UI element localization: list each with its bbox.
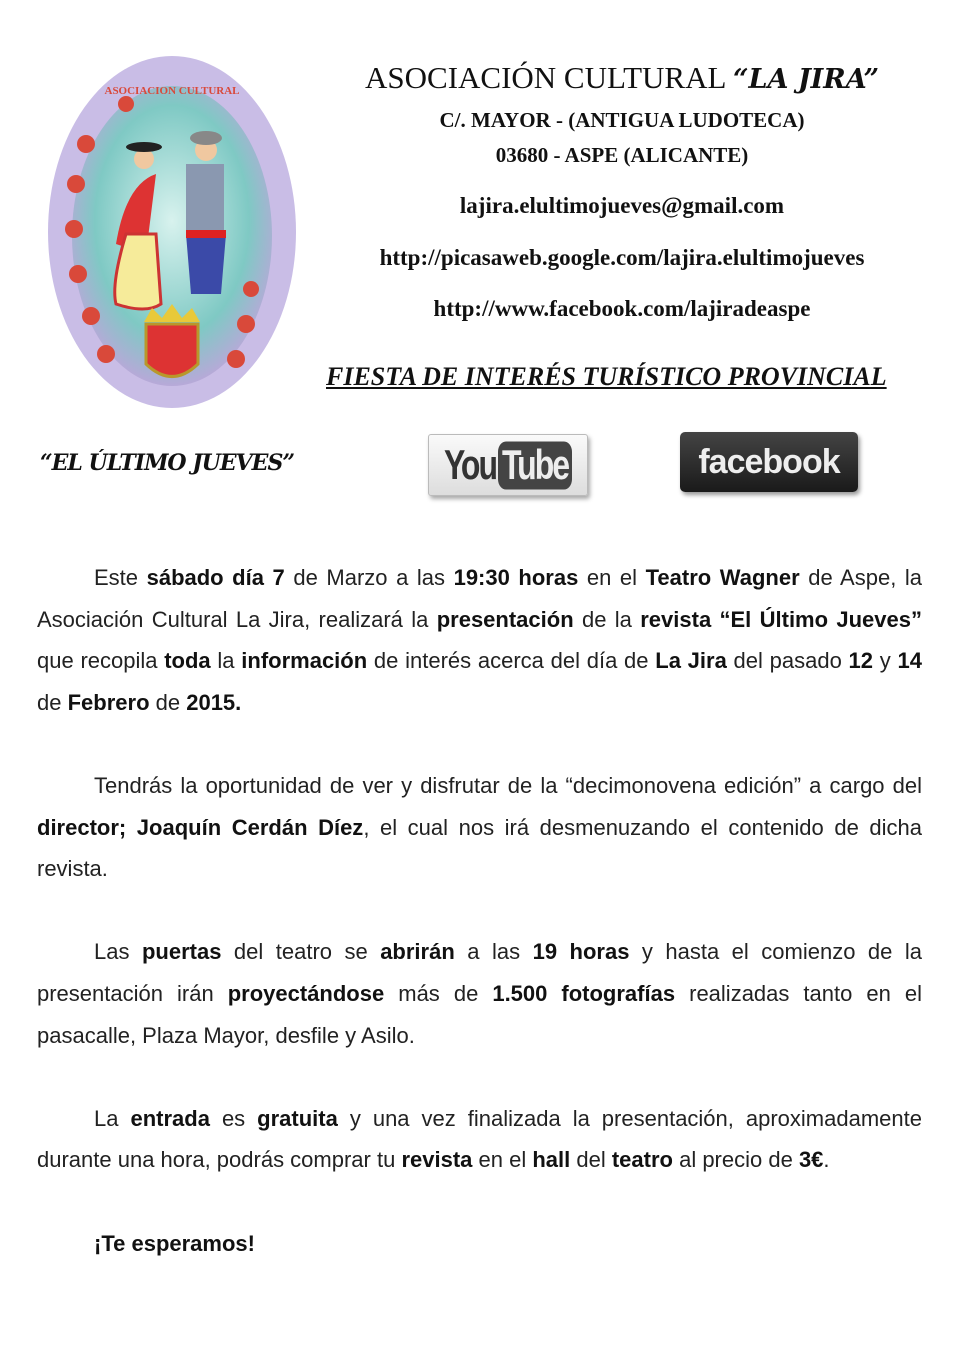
text: , el cual nos irá desmenuzando el contenido de dicha revista. <box>37 814 922 882</box>
body-paragraph <box>37 557 922 723</box>
tagline: “EL ÚLTIMO JUEVES” <box>40 450 294 476</box>
bold-text: proyectándose <box>227 980 385 1006</box>
association-logo <box>46 54 298 410</box>
text: realizadas tanto en el pasacalle, Plaza Mayor, desfile y Asilo. <box>37 980 922 1048</box>
bold-text: hall <box>532 1147 571 1173</box>
address-line-1: C/. MAYOR - (ANTIGUA LUDOTECA) <box>439 108 805 132</box>
bold-text: 12 <box>848 648 874 674</box>
bold-text: 2015. <box>186 689 242 715</box>
bold-text: 19 horas <box>532 939 630 965</box>
bold-text: 3€ <box>798 1147 824 1173</box>
fiesta-heading: FIESTA DE INTERÉS TURÍSTICO PROVINCIAL <box>326 362 887 391</box>
text: de interés acerca del día de <box>367 648 656 674</box>
text: de <box>149 689 187 715</box>
logo-ring-text: ASOCIACION CULTURAL <box>104 85 240 97</box>
bold-text: gratuita <box>257 1105 338 1131</box>
body-paragraph <box>37 765 922 890</box>
body-paragraph <box>37 1223 922 1265</box>
bold-text: presentación <box>436 606 574 632</box>
email-link[interactable]: lajira.elultimojueves@gmail.com <box>459 193 785 218</box>
text: a las <box>454 939 533 965</box>
bold-text: Teatro Wagner <box>645 565 800 590</box>
bold-text: 14 <box>897 648 922 674</box>
youtube-tube: Tube <box>498 441 572 489</box>
bold-text: revista <box>401 1147 473 1173</box>
bold-text: director; Joaquín Cerdán Díez <box>37 814 364 840</box>
text: la <box>210 648 242 674</box>
bold-text: puertas <box>141 939 222 965</box>
bold-text: La Jira <box>655 648 727 674</box>
text: de <box>37 689 68 715</box>
text: más de <box>384 980 493 1006</box>
text: de Aspe, la Asociación Cultural La Jira, realizará la <box>37 565 922 632</box>
text: del <box>570 1147 612 1173</box>
text: es <box>209 1105 258 1131</box>
bold-text: toda <box>164 648 211 674</box>
body-paragraph <box>37 1098 922 1181</box>
facebook-logo[interactable]: facebook <box>680 432 858 492</box>
text: del teatro se <box>221 939 381 965</box>
bold-text: 1.500 fotografías <box>492 980 676 1006</box>
title-main: ASOCIACIÓN CULTURAL <box>365 60 734 95</box>
bold-text: sábado día 7 <box>146 565 285 590</box>
bold-text: entrada <box>130 1105 210 1131</box>
text: que recopila <box>37 648 165 674</box>
text: y una vez finalizada la presentación, aproximadamente durante una hora, podrás comprar tu <box>37 1105 922 1173</box>
text: y hasta el comienzo de la presentación irán <box>37 939 922 1006</box>
text: en el <box>472 1147 533 1173</box>
text: Tendrás la oportunidad de ver y disfrutar de la “decimonovena edición” a cargo del <box>94 772 922 798</box>
title-name: “LA JIRA” <box>733 64 879 95</box>
text: del pasado <box>726 648 849 674</box>
picasa-link[interactable]: http://picasaweb.google.com/lajira.elultimojueves <box>379 245 865 270</box>
text: en el <box>578 565 646 590</box>
body-text <box>37 557 922 1306</box>
text: de Marzo a las <box>284 565 454 590</box>
text: al precio de <box>672 1147 799 1173</box>
text: . <box>823 1147 830 1173</box>
facebook-link[interactable]: http://www.facebook.com/lajiradeaspe <box>433 296 811 321</box>
text: Las <box>94 939 142 965</box>
youtube-you: You <box>443 440 496 488</box>
body-paragraph <box>37 931 922 1056</box>
bold-text: abrirán <box>380 939 455 965</box>
text: y <box>873 648 898 674</box>
bold-text: información <box>241 648 368 674</box>
bold-text: 19:30 horas <box>453 565 579 590</box>
bold-text: Febrero <box>67 689 150 715</box>
text: de la <box>573 606 641 632</box>
bold-text: revista “El Último Jueves” <box>640 606 923 632</box>
text: Este <box>94 565 147 590</box>
bold-text: teatro <box>611 1147 673 1173</box>
address-line-2: 03680 - ASPE (ALICANTE) <box>495 143 749 167</box>
bold-text: ¡Te esperamos! <box>94 1230 255 1256</box>
association-title <box>320 60 924 96</box>
youtube-logo[interactable] <box>428 434 588 496</box>
text: La <box>94 1105 131 1131</box>
